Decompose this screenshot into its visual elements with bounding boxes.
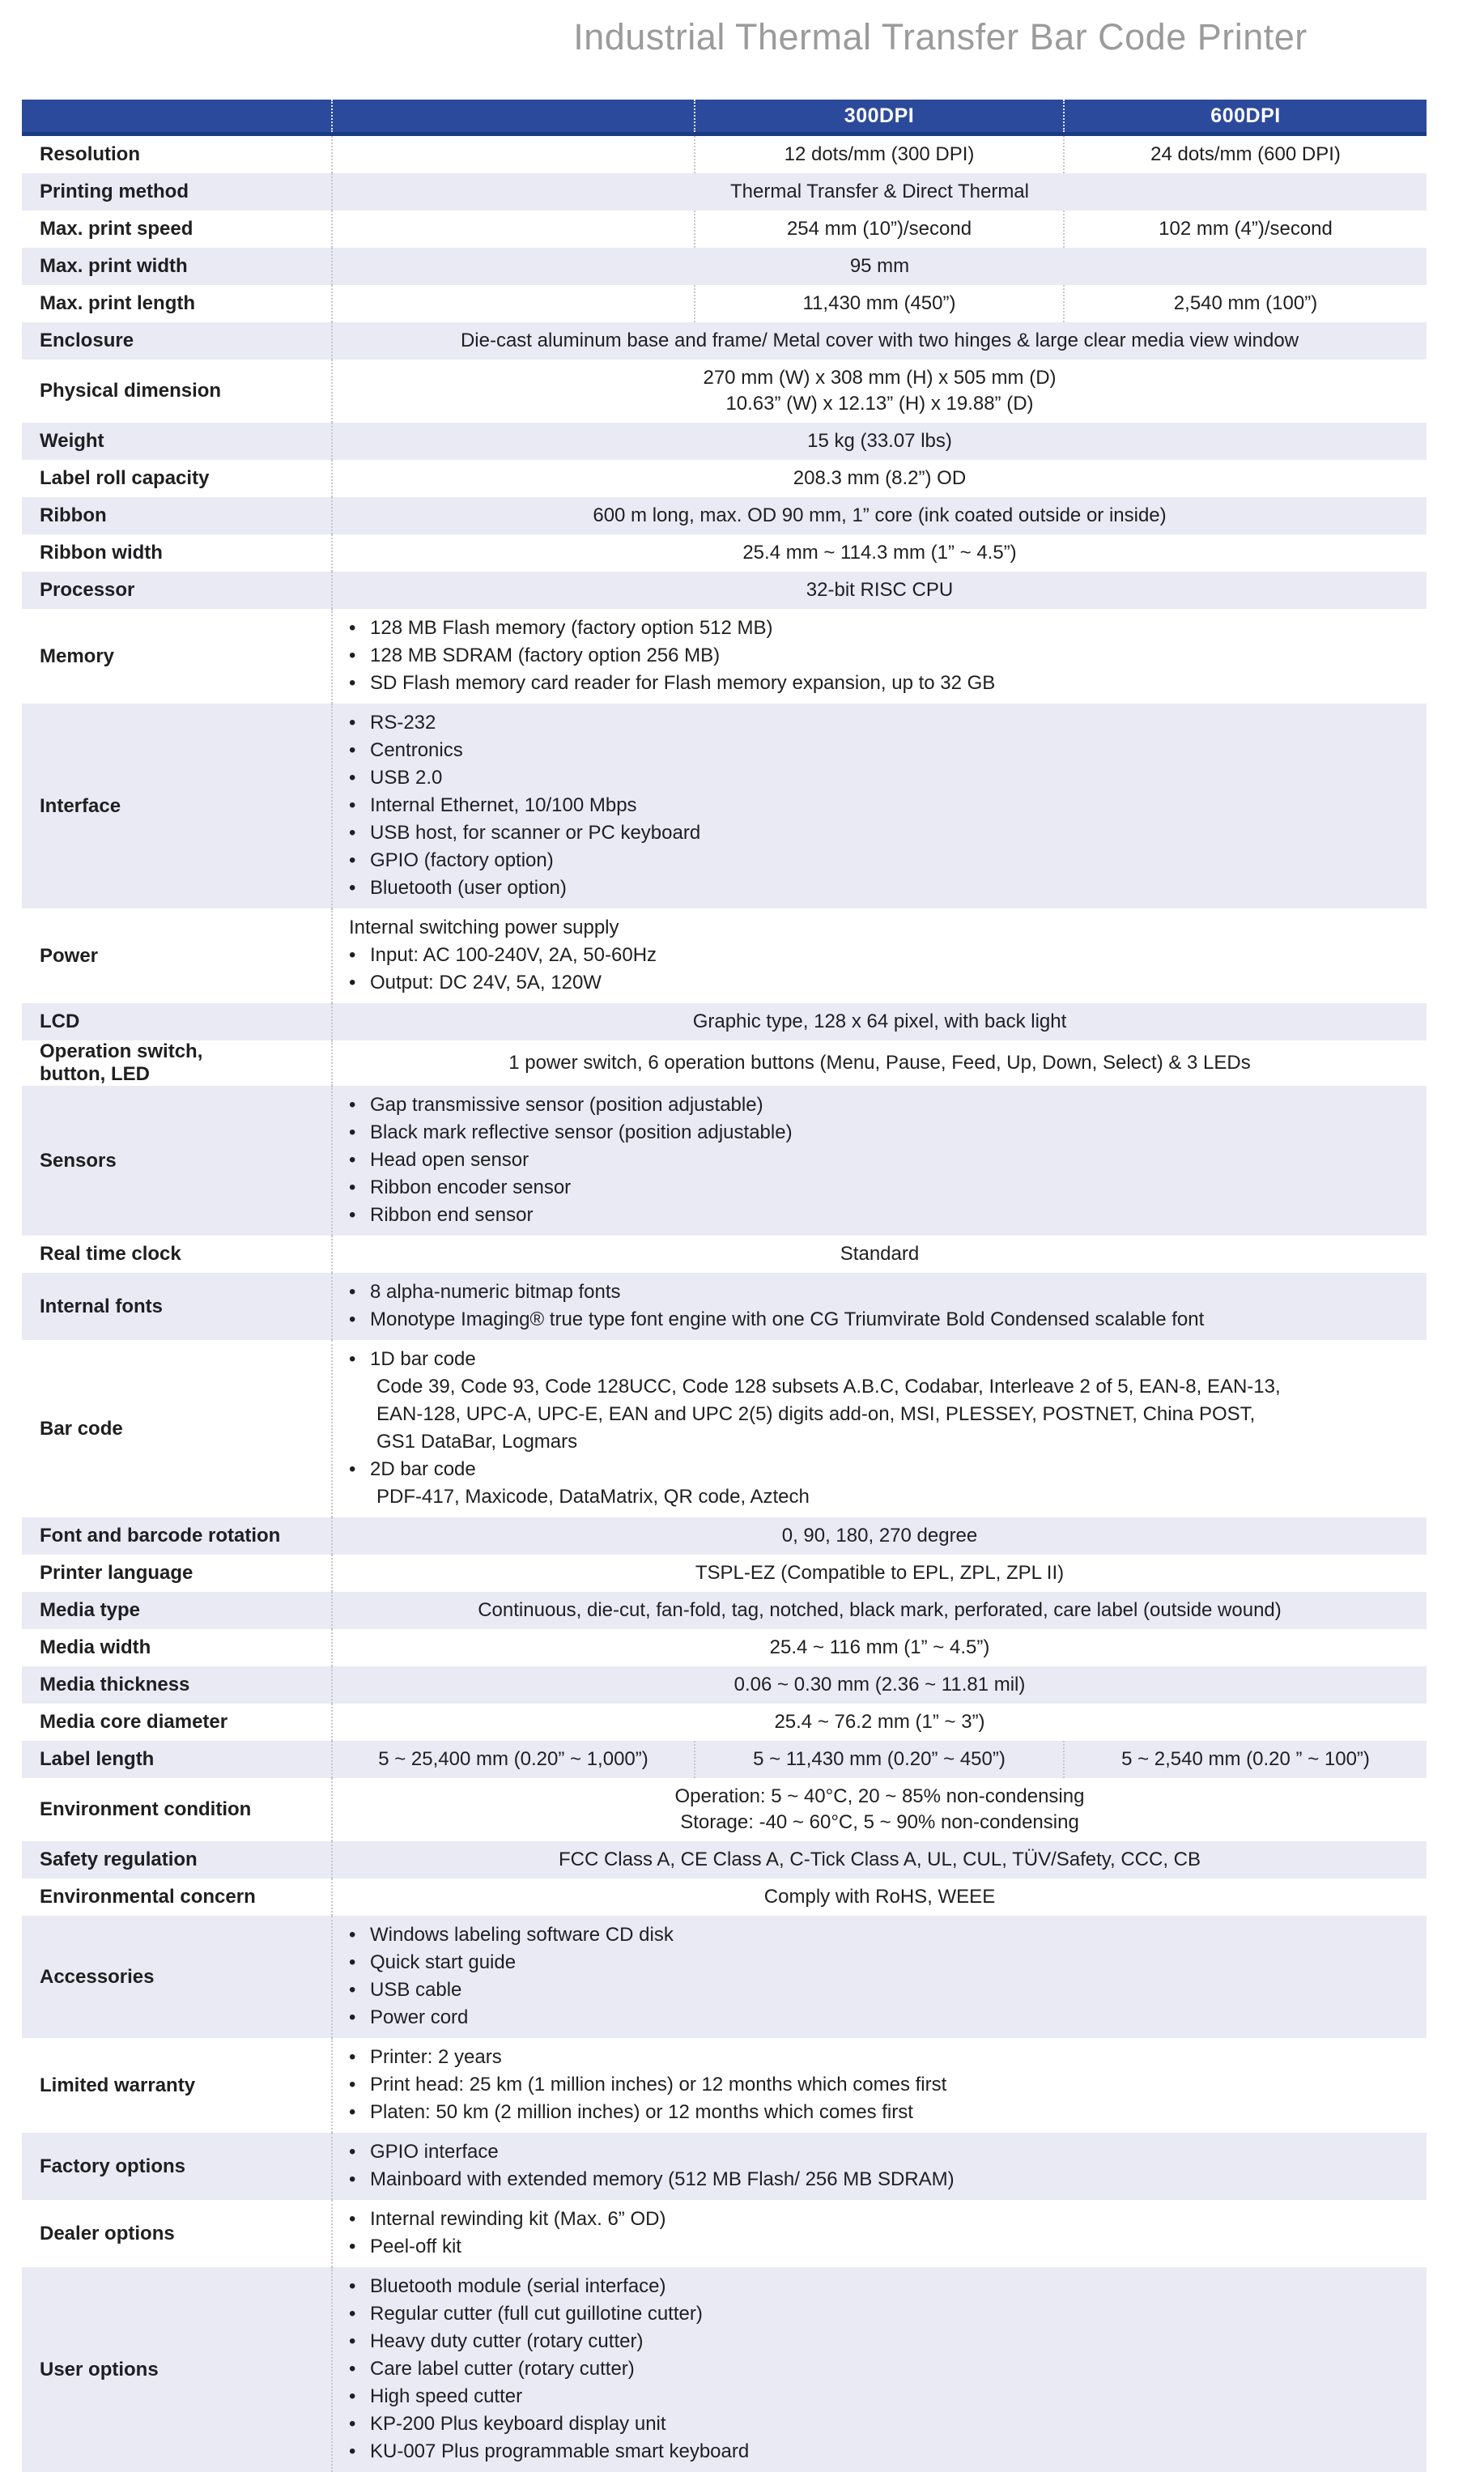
list-item-text: USB cable [370, 1979, 462, 2001]
bullet-dot: • [349, 2236, 356, 2257]
list-item [349, 2328, 1418, 2355]
bullet-dot: • [349, 2141, 356, 2163]
list-item [349, 1119, 1418, 1147]
list-item-text: GPIO interface [370, 2141, 499, 2163]
bullet-dot: • [349, 767, 356, 789]
list-item [349, 1174, 1418, 1202]
spec-row [22, 1517, 1427, 1555]
bullet-dot: • [349, 672, 356, 694]
row-label: Accessories [40, 1965, 155, 1988]
row-label: Label roll capacity [40, 467, 210, 489]
row-value-line: 25.4 ~ 116 mm (1” ~ 4.5”) [769, 1636, 990, 1658]
row-label: Factory options [40, 2155, 186, 2177]
row-label: Power [40, 944, 99, 967]
row-value-merged [331, 1878, 1427, 1916]
row-value-line: FCC Class A, CE Class A, C-Tick Class A, UL, CUL, TÜV/Safety, CCC, CB [558, 1849, 1201, 1870]
list-item-text: Print head: 25 km (1 million inches) or 12 months which comes first [370, 2074, 947, 2095]
spec-row [22, 1878, 1427, 1916]
row-label: User options [40, 2358, 159, 2381]
list-item-text: Gap transmissive sensor (position adjustable) [370, 1094, 763, 1116]
header-col-variant [331, 100, 694, 132]
row-value-list [331, 1916, 1427, 2038]
row-label: Memory [40, 645, 115, 667]
list-item-text: Centronics [370, 739, 463, 761]
list-item-text: 8 alpha-numeric bitmap fonts [370, 1281, 621, 1303]
row-value-merged [331, 1003, 1427, 1040]
spec-row [22, 1666, 1427, 1704]
row-value-line: 0.06 ~ 0.30 mm (2.36 ~ 11.81 mil) [733, 1674, 1026, 1696]
row-value-line: Standard [840, 1243, 920, 1265]
bullet-dot: • [349, 2074, 356, 2095]
row-value-merged [331, 1236, 1427, 1273]
row-value-line: 0, 90, 180, 270 degree [781, 1525, 978, 1547]
list-item [349, 2099, 1418, 2126]
spec-row [22, 2133, 1427, 2200]
list-item-text: Output: DC 24V, 5A, 120W [370, 972, 602, 993]
row-label: Media core diameter [40, 1711, 228, 1733]
bullet-dot: • [349, 2275, 356, 2297]
spec-row [22, 211, 1427, 248]
row-value-600dpi: 102 mm (4”)/second [1063, 211, 1427, 248]
spec-row [22, 704, 1427, 908]
row-label: Printer language [40, 1562, 193, 1584]
page-title: Industrial Thermal Transfer Bar Code Printer [573, 16, 1308, 57]
row-value-merged [331, 1040, 1427, 1086]
row-label: Max. print speed [40, 218, 193, 240]
list-item [349, 1483, 1418, 1511]
row-value-list [331, 1273, 1427, 1340]
bullet-dot: • [349, 645, 356, 666]
row-value-line: 25.4 ~ 76.2 mm (1” ~ 3”) [774, 1711, 985, 1733]
row-value-list [331, 1340, 1427, 1517]
list-item [349, 2044, 1418, 2071]
row-value-merged [331, 322, 1427, 360]
bullet-dot: • [349, 2046, 356, 2068]
list-item [349, 819, 1418, 847]
row-value-300dpi: 11,430 mm (450”) [694, 285, 1063, 322]
row-label: Bar code [40, 1417, 123, 1440]
row-value-list [331, 2133, 1427, 2200]
list-item [349, 1346, 1418, 1373]
list-item [349, 1091, 1418, 1119]
row-value-list [331, 2200, 1427, 2267]
list-item-text: Black mark reflective sensor (position adjustable) [370, 1121, 793, 1143]
list-item [349, 1279, 1418, 1306]
row-value-line: Die-cast aluminum base and frame/ Metal cover with two hinges & large clear media view window [460, 330, 1299, 351]
row-value-300dpi: 5 ~ 11,430 mm (0.20” ~ 450”) [694, 1741, 1063, 1778]
spec-row [22, 572, 1427, 609]
row-label: Media type [40, 1599, 141, 1621]
list-item [349, 969, 1418, 997]
list-item [349, 2273, 1418, 2300]
list-item [349, 2438, 1418, 2466]
bullet-dot: • [349, 1281, 356, 1303]
row-value-merged [331, 1629, 1427, 1666]
row-label: Resolution [40, 143, 140, 165]
row-value-merged [331, 360, 1427, 423]
row-label: Weight [40, 430, 104, 452]
spec-row [22, 460, 1427, 497]
list-item-text: Power cord [370, 2006, 469, 2028]
list-item [349, 2166, 1418, 2193]
list-item-text: Quick start guide [370, 1951, 517, 1973]
bullet-dot: • [349, 1924, 356, 1946]
row-label: Environment condition [40, 1798, 252, 1820]
bullet-dot: • [349, 2006, 356, 2028]
list-item [349, 792, 1418, 819]
bullet-dot: • [349, 1149, 356, 1171]
row-value-spacer [331, 136, 694, 173]
list-item [349, 2004, 1418, 2032]
spec-row [22, 322, 1427, 360]
row-label: Ribbon [40, 504, 107, 526]
spec-row [22, 1841, 1427, 1878]
row-value-line: 15 kg (33.07 lbs) [807, 430, 952, 452]
row-label: Physical dimension [40, 380, 222, 402]
bullet-dot: • [349, 972, 356, 993]
list-item [349, 1921, 1418, 1949]
list-item [349, 1202, 1418, 1229]
row-value-merged [331, 534, 1427, 572]
list-item [349, 1456, 1418, 1483]
row-value-line: Operation: 5 ~ 40°C, 20 ~ 85% non-condensing [674, 1785, 1085, 1807]
list-item-text: USB 2.0 [370, 767, 443, 789]
bullet-dot: • [349, 1348, 356, 1370]
header-col-300dpi: 300DPI [694, 100, 1063, 132]
row-value-list [331, 2038, 1427, 2133]
list-item-text: GS1 DataBar, Logmars [376, 1431, 578, 1453]
row-value-line: 1 power switch, 6 operation buttons (Menu, Pause, Feed, Up, Down, Select) & 3 LEDs [508, 1052, 1251, 1074]
list-item [349, 2355, 1418, 2383]
row-label: Sensors [40, 1149, 117, 1172]
list-item-text: Ribbon encoder sensor [370, 1176, 572, 1198]
list-item-text: KU-007 Plus programmable smart keyboard [370, 2440, 750, 2462]
table-body [22, 136, 1427, 2472]
spec-row [22, 1592, 1427, 1629]
list-item-text: Printer: 2 years [370, 2046, 502, 2068]
bullet-dot: • [349, 712, 356, 734]
row-value-line: 270 mm (W) x 308 mm (H) x 505 mm (D) [703, 367, 1057, 389]
row-label-line: button, LED [40, 1063, 150, 1085]
list-item [349, 1306, 1418, 1334]
spec-row [22, 1629, 1427, 1666]
bullet-dot: • [349, 2303, 356, 2325]
list-item-text: 2D bar code [370, 1458, 476, 1480]
list-item-text: Platen: 50 km (2 million inches) or 12 months which comes first [370, 2101, 913, 2123]
list-item-text: RS-232 [370, 712, 436, 734]
row-value-spacer [331, 211, 694, 248]
row-value-merged [331, 248, 1427, 285]
spec-row [22, 423, 1427, 460]
spec-table [22, 100, 1427, 2472]
list-item-text: Heavy duty cutter (rotary cutter) [370, 2330, 644, 2352]
spec-row [22, 1040, 1427, 1086]
bullet-dot: • [349, 617, 356, 639]
list-item [349, 1976, 1418, 2004]
row-value-line: Thermal Transfer & Direct Thermal [730, 181, 1029, 202]
row-value-line: TSPL-EZ (Compatible to EPL, ZPL, ZPL II) [695, 1562, 1065, 1584]
list-item-text: 1D bar code [370, 1348, 476, 1370]
list-item-text: 128 MB SDRAM (factory option 256 MB) [370, 645, 721, 666]
list-item [349, 874, 1418, 902]
bullet-dot: • [349, 944, 356, 966]
list-item [349, 1373, 1418, 1401]
row-value-merged [331, 1778, 1427, 1841]
spec-row [22, 1340, 1427, 1517]
spec-row [22, 173, 1427, 211]
row-label: Enclosure [40, 330, 134, 351]
row-value-merged [331, 1517, 1427, 1555]
row-value-line: Continuous, die-cut, fan-fold, tag, notched, black mark, perforated, care label (outside wound) [478, 1599, 1282, 1621]
list-item [349, 2410, 1418, 2438]
bullet-dot: • [349, 1176, 356, 1198]
bullet-dot: • [349, 1458, 356, 1480]
spec-row [22, 1741, 1427, 1778]
row-value-list [331, 2267, 1427, 2472]
row-label: Max. print length [40, 292, 195, 314]
bullet-dot: • [349, 877, 356, 899]
spec-row [22, 1555, 1427, 1592]
row-label: Ribbon width [40, 542, 163, 564]
bullet-dot: • [349, 2168, 356, 2190]
list-item-text: PDF-417, Maxicode, DataMatrix, QR code, Aztech [376, 1486, 810, 1508]
list-item [349, 670, 1418, 697]
row-value-merged [331, 1555, 1427, 1592]
list-item-text: Peel-off kit [370, 2236, 461, 2257]
row-value-merged [331, 1592, 1427, 1629]
row-label: Media thickness [40, 1674, 190, 1696]
list-item-text: Bluetooth (user option) [370, 877, 567, 899]
spec-row [22, 1236, 1427, 1273]
row-value-spacer [331, 285, 694, 322]
row-label: Environmental concern [40, 1886, 256, 1908]
list-item [349, 764, 1418, 792]
row-value-list [331, 908, 1427, 1003]
list-item-text: Internal rewinding kit (Max. 6” OD) [370, 2208, 666, 2230]
list-item [349, 2233, 1418, 2261]
row-value-600dpi: 2,540 mm (100”) [1063, 285, 1427, 322]
row-value-line: 95 mm [849, 255, 910, 277]
bullet-dot: • [349, 2208, 356, 2230]
bullet-dot: • [349, 794, 356, 816]
list-item [349, 2383, 1418, 2410]
row-value-merged [331, 572, 1427, 609]
spec-row [22, 136, 1427, 173]
list-item [349, 642, 1418, 670]
list-item [349, 942, 1418, 969]
row-label: Media width [40, 1636, 151, 1658]
row-label: Processor [40, 579, 135, 601]
row-label: Dealer options [40, 2222, 175, 2244]
list-item [349, 709, 1418, 737]
list-item-text: Ribbon end sensor [370, 1204, 534, 1226]
row-label: Internal fonts [40, 1295, 164, 1317]
list-item-text: Code 39, Code 93, Code 128UCC, Code 128 subsets A.B.C, Codabar, Interleave 2 of 5, EAN-8, EAN-13, [376, 1376, 1281, 1398]
row-value-line: 208.3 mm (8.2”) OD [793, 467, 967, 489]
list-item-text: Mainboard with extended memory (512 MB Flash/ 256 MB SDRAM) [370, 2168, 955, 2190]
list-item-text: High speed cutter [370, 2385, 523, 2407]
header-col-spec [22, 100, 331, 132]
row-value-300dpi: 12 dots/mm (300 DPI) [694, 136, 1063, 173]
bullet-dot: • [349, 2101, 356, 2123]
bullet-dot: • [349, 822, 356, 844]
list-item-text: 128 MB Flash memory (factory option 512 MB) [370, 617, 773, 639]
list-item [349, 1401, 1418, 1428]
spec-row [22, 2267, 1427, 2472]
spec-row [22, 360, 1427, 423]
bullet-dot: • [349, 739, 356, 761]
bullet-dot: • [349, 2330, 356, 2352]
row-value-merged [331, 497, 1427, 534]
row-value-300dpi: 254 mm (10”)/second [694, 211, 1063, 248]
spec-row [22, 248, 1427, 285]
row-label: Font and barcode rotation [40, 1525, 281, 1547]
row-value-list [331, 1086, 1427, 1236]
row-value-line: Graphic type, 128 x 64 pixel, with back light [692, 1010, 1067, 1032]
list-item [349, 615, 1418, 642]
list-item-text: Bluetooth module (serial interface) [370, 2275, 666, 2297]
list-item-text: USB host, for scanner or PC keyboard [370, 822, 701, 844]
bullet-dot: • [349, 1308, 356, 1330]
list-item-text: SD Flash memory card reader for Flash memory expansion, up to 32 GB [370, 672, 996, 694]
row-value-line: Comply with RoHS, WEEE [763, 1886, 996, 1908]
row-value-merged [331, 1841, 1427, 1878]
table-header-row [22, 100, 1427, 136]
row-value-list [331, 609, 1427, 704]
bullet-dot: • [349, 2358, 356, 2380]
row-label: Real time clock [40, 1243, 181, 1265]
list-item [349, 2206, 1418, 2233]
list-item [349, 2300, 1418, 2328]
row-label [22, 1040, 331, 1086]
spec-row [22, 609, 1427, 704]
list-item-text: Internal switching power supply [349, 917, 619, 938]
row-label: Interface [40, 794, 121, 817]
list-item-text: KP-200 Plus keyboard display unit [370, 2413, 666, 2435]
row-value-col1: 5 ~ 25,400 mm (0.20” ~ 1,000”) [331, 1741, 694, 1778]
row-value-600dpi: 24 dots/mm (600 DPI) [1063, 136, 1427, 173]
list-item [349, 2138, 1418, 2166]
list-item-text: Monotype Imaging® true type font engine with one CG Triumvirate Bold Condensed scalable font [370, 1308, 1205, 1330]
bullet-dot: • [349, 1951, 356, 1973]
row-value-line: 10.63” (W) x 12.13” (H) x 19.88” (D) [725, 393, 1034, 415]
list-item [349, 2071, 1418, 2099]
list-item-text: Input: AC 100-240V, 2A, 50-60Hz [370, 944, 657, 966]
row-label-line: Operation switch, [40, 1040, 203, 1062]
list-item-text: Care label cutter (rotary cutter) [370, 2358, 635, 2380]
bullet-dot: • [349, 1094, 356, 1116]
list-item-text: EAN-128, UPC-A, UPC-E, EAN and UPC 2(5) digits add-on, MSI, PLESSEY, POSTNET, China POST, [376, 1403, 1256, 1425]
spec-row [22, 1704, 1427, 1741]
bullet-dot: • [349, 1204, 356, 1226]
row-value-merged [331, 460, 1427, 497]
list-item [349, 1147, 1418, 1174]
bullet-dot: • [349, 1121, 356, 1143]
spec-row [22, 908, 1427, 1003]
row-label: Printing method [40, 181, 189, 202]
row-value-line: 600 m long, max. OD 90 mm, 1” core (ink coated outside or inside) [593, 504, 1167, 526]
row-label: Limited warranty [40, 2074, 196, 2096]
row-value-merged [331, 1704, 1427, 1741]
spec-row [22, 1086, 1427, 1236]
row-label: Label length [40, 1748, 155, 1770]
row-value-list [331, 704, 1427, 908]
row-label: Safety regulation [40, 1849, 198, 1870]
spec-row [22, 497, 1427, 534]
list-item [349, 847, 1418, 874]
spec-row [22, 534, 1427, 572]
spec-row [22, 1273, 1427, 1340]
list-item [349, 1428, 1418, 1456]
spec-row [22, 2200, 1427, 2267]
list-item [349, 1949, 1418, 1976]
row-value-line: Storage: -40 ~ 60°C, 5 ~ 90% non-condensing [680, 1811, 1079, 1833]
spec-row [22, 1916, 1427, 2038]
list-item-text: Head open sensor [370, 1149, 529, 1171]
row-value-merged [331, 423, 1427, 460]
spec-row [22, 2038, 1427, 2133]
row-value-600dpi: 5 ~ 2,540 mm (0.20 ” ~ 100”) [1063, 1741, 1427, 1778]
row-label: LCD [40, 1010, 80, 1032]
list-item [349, 737, 1418, 764]
list-item-text: Regular cutter (full cut guillotine cutter) [370, 2303, 703, 2325]
bullet-dot: • [349, 2385, 356, 2407]
bullet-dot: • [349, 1979, 356, 2001]
list-item-text: GPIO (factory option) [370, 849, 554, 871]
bullet-dot: • [349, 2440, 356, 2462]
row-label: Max. print width [40, 255, 188, 277]
spec-row [22, 285, 1427, 322]
list-item [349, 914, 1418, 942]
row-value-line: 32-bit RISC CPU [806, 579, 954, 601]
row-value-merged [331, 1666, 1427, 1704]
row-value-merged [331, 173, 1427, 211]
spec-row [22, 1778, 1427, 1841]
row-value-line: 25.4 mm ~ 114.3 mm (1” ~ 4.5”) [742, 542, 1017, 564]
header-col-600dpi: 600DPI [1063, 100, 1427, 132]
bullet-dot: • [349, 2413, 356, 2435]
list-item-text: Windows labeling software CD disk [370, 1924, 674, 1946]
list-item-text: Internal Ethernet, 10/100 Mbps [370, 794, 637, 816]
bullet-dot: • [349, 849, 356, 871]
spec-row [22, 1003, 1427, 1040]
